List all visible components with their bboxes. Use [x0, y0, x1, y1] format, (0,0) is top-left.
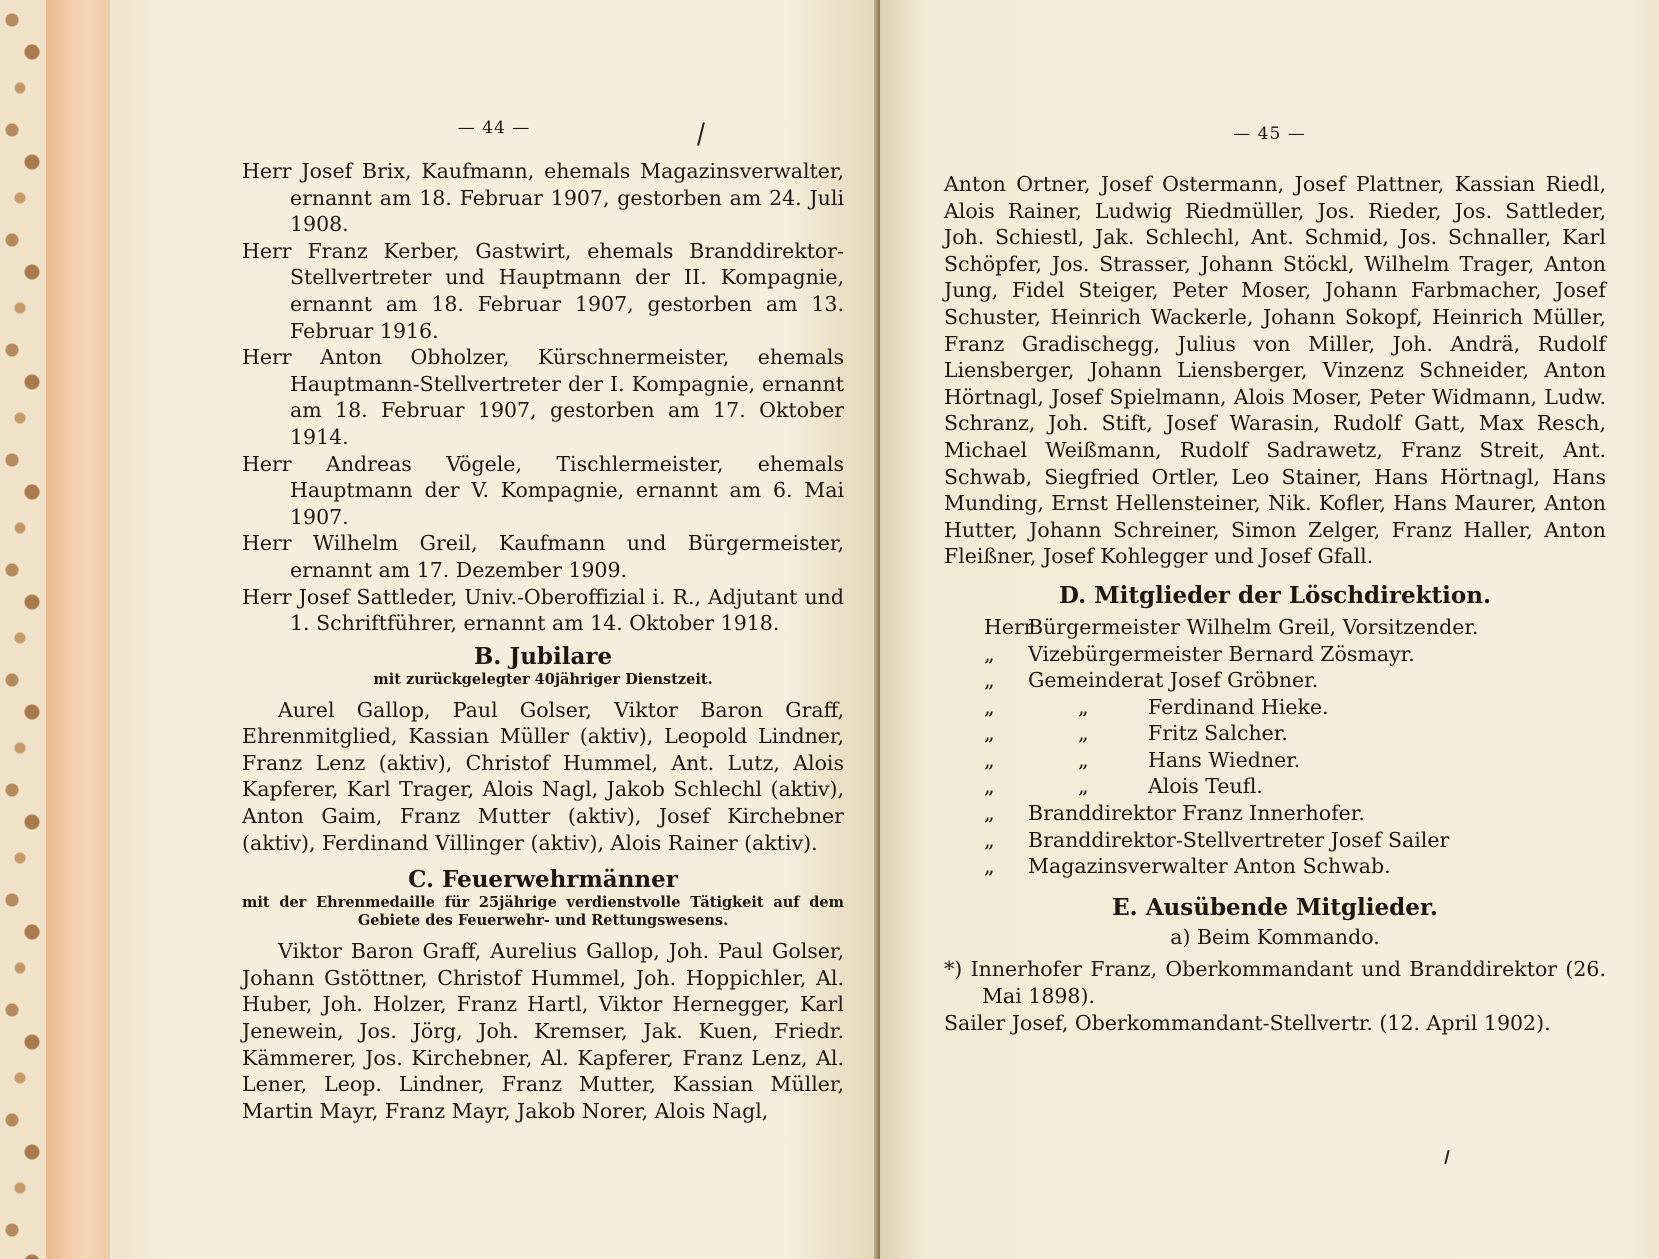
row-prefix: „: [984, 827, 995, 852]
row-ditto: „: [1078, 694, 1089, 719]
entry-brix: Herr Josef Brix, Kaufmann, ehemals Magazinsverwalter, ernannt am 18. Februar 1907, gestorben am 24. Juli 1908.: [242, 159, 844, 237]
section-e-title: E. Ausübende Mitglieder.: [1112, 893, 1438, 921]
row-prefix: Herr: [984, 614, 1034, 639]
section-c-title: C. Feuerwehrmänner: [408, 866, 678, 894]
list-item: [944, 747, 1606, 774]
row-text: Hans Wiedner.: [1148, 747, 1301, 772]
row-text: Bürgermeister Wilhelm Greil, Vorsitzender.: [1028, 614, 1479, 639]
row-prefix: „: [984, 801, 995, 826]
row-prefix: „: [984, 747, 995, 772]
list-item: [944, 667, 1606, 694]
section-b-title: B. Jubilare: [473, 642, 613, 670]
entry-kerber: Herr Franz Kerber, Gastwirt, ehemals Branddirektor-Stellvertreter und Hauptmann der II. Kompagnie, ernannt am 18. Februar 1907, gestorben am 13. Februar 1916.: [242, 238, 844, 343]
marbled-endpaper: [0, 0, 46, 1259]
section-c-text: Viktor Baron Graff, Aurelius Gallop, Joh. Paul Golser, Johann Gstöttner, Christof Hummel, Joh. Hoppichler, Al. Huber, Joh. Holzer, Franz Hartl, Viktor Hernegger, Karl Jenewein, Jos. Jörg, Joh. Kremser, Jak. Kuen, Friedr. Kämmerer, Jos. Kirchebner, Al. Kapferer, Franz Lenz, Al. Lener, Leop. Lindner, Franz Mutter, Kassian Müller, Martin Mayr, Franz Mayr, Jakob Norer, Alois Nagl,: [242, 939, 844, 1123]
section-c-subtitle: mit der Ehrenmedaille für 25jährige verdienstvolle Tätigkeit auf dem Gebiete des Feuerwehr- und Rettungswesens.: [242, 894, 844, 930]
right-page: [880, 0, 1659, 1259]
entry-sattleder: Herr Josef Sattleder, Univ.-Oberoffizial i. R., Adjutant und 1. Schriftführer, ernannt am 14. Oktober 1918.: [242, 584, 844, 636]
exec-entry-innerhofer: *) Innerhofer Franz, Oberkommandant und Branddirektor (26. Mai 1898).: [944, 957, 1606, 1009]
row-text: Gemeinderat Josef Gröbner.: [1028, 668, 1319, 693]
row-text: Alois Teufl.: [1148, 774, 1263, 799]
page-number-right: — 45 —: [1233, 124, 1306, 144]
list-item: [944, 614, 1606, 641]
section-d-list: [944, 614, 1606, 880]
row-ditto: „: [1078, 747, 1089, 772]
row-prefix: „: [984, 668, 995, 693]
list-item: [944, 853, 1606, 880]
exec-entry-sailer: Sailer Josef, Oberkommandant-Stellvertr. (12. April 1902).: [944, 1010, 1551, 1035]
row-text: Branddirektor Franz Innerhofer.: [1028, 801, 1365, 826]
section-b-text: Aurel Gallop, Paul Golser, Viktor Baron Graff, Ehrenmitglied, Kassian Müller (aktiv), Leopold Lindner, Franz Lenz (aktiv), Christof Hummel, Ant. Lutz, Alois Kapferer, Karl Trager, Alois Nagl, Jakob Schlechl (aktiv), Anton Gaim, Franz Mutter (aktiv), Josef Kirchebner (aktiv), Ferdinand Villinger (aktiv), Alois Rainer (aktiv).: [242, 697, 844, 855]
section-e-sub-a: a) Beim Kommando.: [1170, 924, 1380, 949]
entry-voegele: Herr Andreas Vögele, Tischlermeister, ehemals Hauptmann der V. Kompagnie, ernannt am 6. Mai 1907.: [242, 451, 844, 529]
continued-names-text: Anton Ortner, Josef Ostermann, Josef Plattner, Kassian Riedl, Alois Rainer, Ludwig Riedmüller, Jos. Rieder, Jos. Sattleder, Joh. Schiestl, Jak. Schlechl, Ant. Schmid, Jos. Schnaller, Karl Schöpfer, Jos. Strasser, Johann Stöckl, Wilhelm Trager, Anton Jung, Fidel Steiger, Peter Moser, Johann Farbmacher, Josef Schuster, Heinrich Wackerle, Johann Sokopf, Heinrich Müller, Franz Gradischegg, Julius von Miller, Joh. Andrä, Rudolf Liensberger, Johann Liensberger, Vinzenz Schneider, Anton Hörtnagl, Josef Spielmann, Alois Moser, Peter Widmann, Ludw. Schranz, Joh. Stift, Josef Warasin, Rudolf Gatt, Max Resch, Michael Weißmann, Rudolf Sadrawetz, Franz Streit, Ant. Schwab, Siegfried Ortler, Leo Stainer, Hans Hörtnagl, Hans Munding, Ernst Hellensteiner, Nik. Kofler, Hans Maurer, Anton Hutter, Johann Schreiner, Simon Zelger, Franz Haller, Anton Fleißner, Josef Kohlegger und Josef Gfall.: [944, 172, 1606, 569]
page-edge: [46, 0, 116, 1259]
right-column: [944, 171, 1606, 1036]
row-prefix: „: [984, 721, 995, 746]
entry-greil: Herr Wilhelm Greil, Kaufmann und Bürgermeister, ernannt am 17. Dezember 1909.: [242, 531, 844, 582]
list-item: [944, 827, 1606, 854]
list-item: [944, 800, 1606, 827]
section-b-subtitle: mit zurückgelegter 40jähriger Dienstzeit.: [373, 670, 713, 688]
row-ditto: „: [1078, 774, 1089, 799]
row-text: Vizebürgermeister Bernard Zösmayr.: [1028, 641, 1415, 666]
row-text: Magazinsverwalter Anton Schwab.: [1028, 854, 1391, 879]
list-item: [944, 773, 1606, 800]
row-text: Fritz Salcher.: [1148, 721, 1288, 746]
row-prefix: „: [984, 774, 995, 799]
left-column: [242, 158, 844, 1124]
row-text: Ferdinand Hieke.: [1148, 694, 1329, 719]
row-prefix: „: [984, 694, 995, 719]
row-text: Branddirektor-Stellvertreter Josef Sailer: [1028, 827, 1450, 852]
page-number-left: — 44 —: [457, 118, 531, 138]
row-prefix: „: [984, 854, 995, 879]
row-ditto: „: [1078, 721, 1089, 746]
section-d-title: D. Mitglieder der Löschdirektion.: [1059, 581, 1491, 609]
list-item: [944, 641, 1606, 668]
list-item: [944, 694, 1606, 721]
entry-obholzer: Herr Anton Obholzer, Kürschnermeister, ehemals Hauptmann-Stellvertreter der I. Kompagnie, ernannt am 18. Februar 1907, gestorben am 17. Oktober 1914.: [242, 345, 844, 449]
list-item: [944, 720, 1606, 747]
row-prefix: „: [984, 641, 995, 666]
left-page: [110, 0, 878, 1259]
